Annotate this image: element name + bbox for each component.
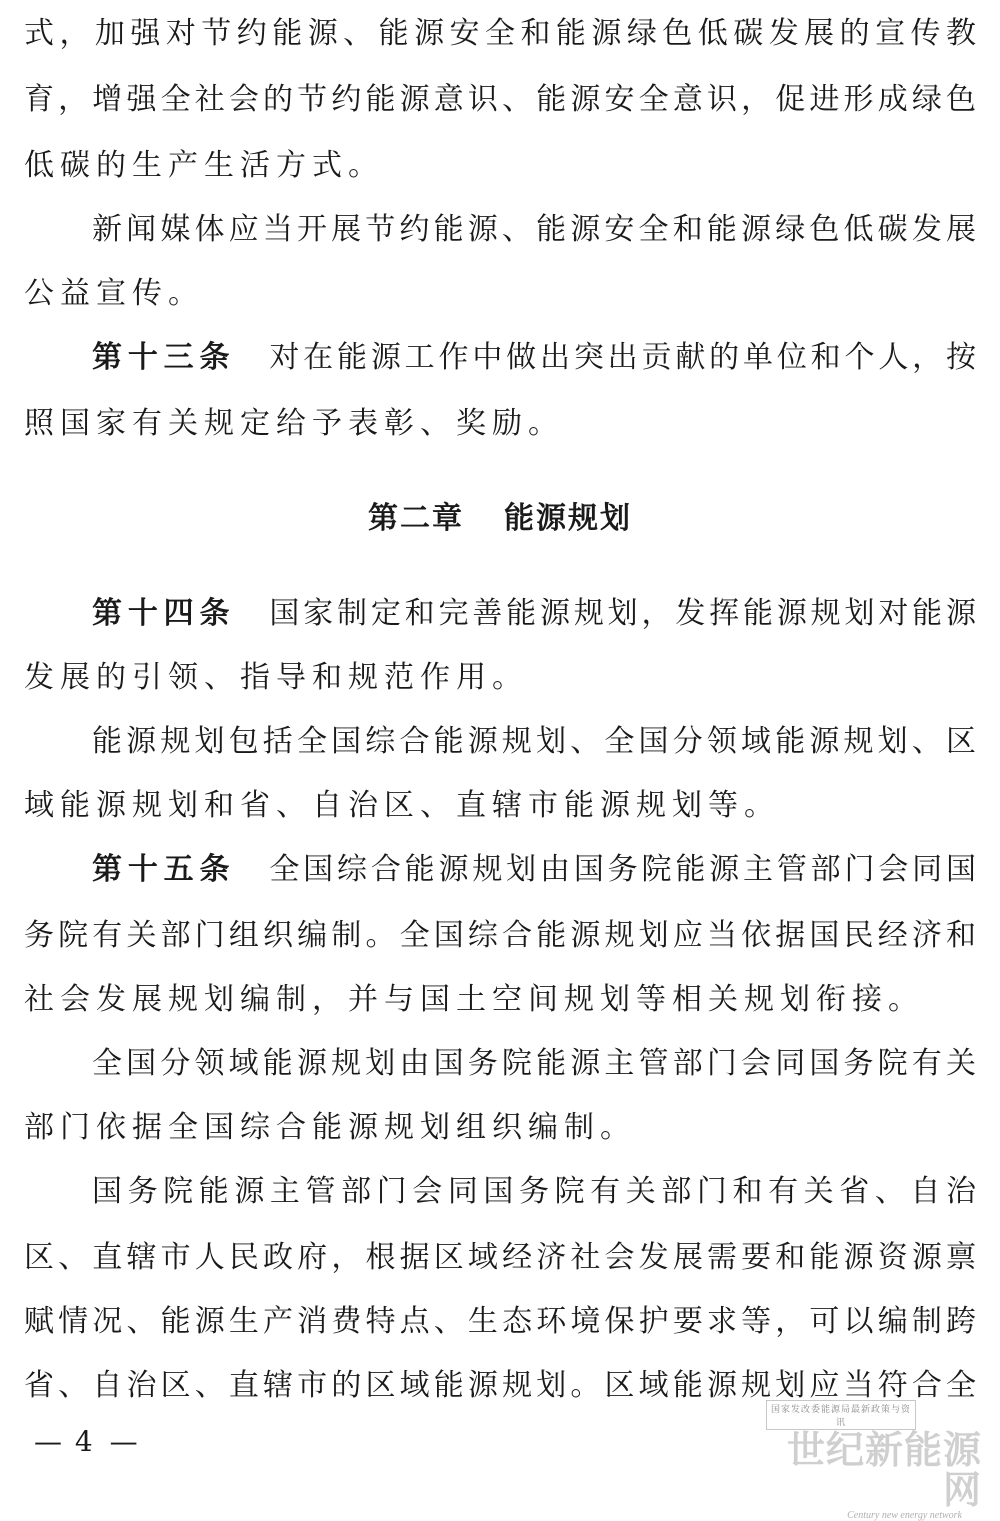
article-13-label: 第十三条 (92, 340, 236, 375)
article-14-line-2: 发展的引领、指导和规范作用。 (24, 660, 528, 695)
paragraph-line-16: 部门依据全国综合能源规划组织编制。 (24, 1110, 636, 1145)
article-13-text: 对在能源工作中做出突出贡献的单位和个人，按 (269, 340, 976, 375)
chapter-heading (0, 497, 1000, 541)
chapter-number: 第二章 (368, 501, 464, 536)
article-14-label: 第十四条 (92, 596, 236, 631)
article-15-line-1 (92, 850, 976, 890)
watermark-logo-text: 世纪新能源网 (786, 1427, 982, 1512)
watermark (762, 1400, 982, 1521)
paragraph-line-3: 低碳的生产生活方式。 (24, 148, 384, 183)
page-number-dash-left: — (34, 1425, 62, 1458)
paragraph-line-15: 全国分领域能源规划由国务院能源主管部门会同国务院有关 (92, 1046, 976, 1081)
chapter-title: 能源规划 (504, 501, 632, 536)
article-15-label: 第十五条 (92, 852, 236, 887)
paragraph-line-19: 赋情况、能源生产消费特点、生态环境保护要求等，可以编制跨 (24, 1304, 976, 1339)
article-15-line-3: 社会发展规划编制，并与国土空间规划等相关规划衔接。 (24, 982, 924, 1017)
paragraph-line-10: 能源规划包括全国综合能源规划、全国分领域能源规划、区 (92, 724, 976, 759)
article-14-text: 国家制定和完善能源规划，发挥能源规划对能源 (269, 596, 976, 631)
watermark-english: Century new energy network (847, 1510, 962, 1521)
article-15-text: 全国综合能源规划由国务院能源主管部门会同国 (269, 852, 976, 887)
paragraph-line-20: 省、自治区、直辖市的区域能源规划。区域能源规划应当符合全 (24, 1368, 976, 1403)
article-13-line-2: 照国家有关规定给予表彰、奖励。 (24, 406, 564, 441)
page-number (34, 1422, 138, 1462)
paragraph-line-4: 新闻媒体应当开展节约能源、能源安全和能源绿色低碳发展 (92, 212, 976, 247)
article-14-line-1 (92, 594, 976, 634)
paragraph-line-18: 区、直辖市人民政府，根据区域经济社会发展需要和能源资源禀 (24, 1240, 976, 1275)
paragraph-line-17: 国务院能源主管部门会同国务院有关部门和有关省、自治 (92, 1174, 976, 1209)
watermark-subtitle: 国家发改委能源局最新政策与资讯 (766, 1400, 916, 1430)
paragraph-line-2: 育，增强全社会的节约能源意识、能源安全意识，促进形成绿色 (24, 82, 976, 117)
page-number-value: 4 (74, 1425, 97, 1458)
paragraph-line-1: 式，加强对节约能源、能源安全和能源绿色低碳发展的宣传教 (24, 16, 976, 51)
article-15-line-2: 务院有关部门组织编制。全国综合能源规划应当依据国民经济和 (24, 918, 976, 953)
article-13-line-1 (92, 338, 976, 378)
page-number-dash-right: — (109, 1425, 138, 1458)
paragraph-line-11: 域能源规划和省、自治区、直辖市能源规划等。 (24, 788, 780, 823)
paragraph-line-5: 公益宣传。 (24, 276, 204, 311)
